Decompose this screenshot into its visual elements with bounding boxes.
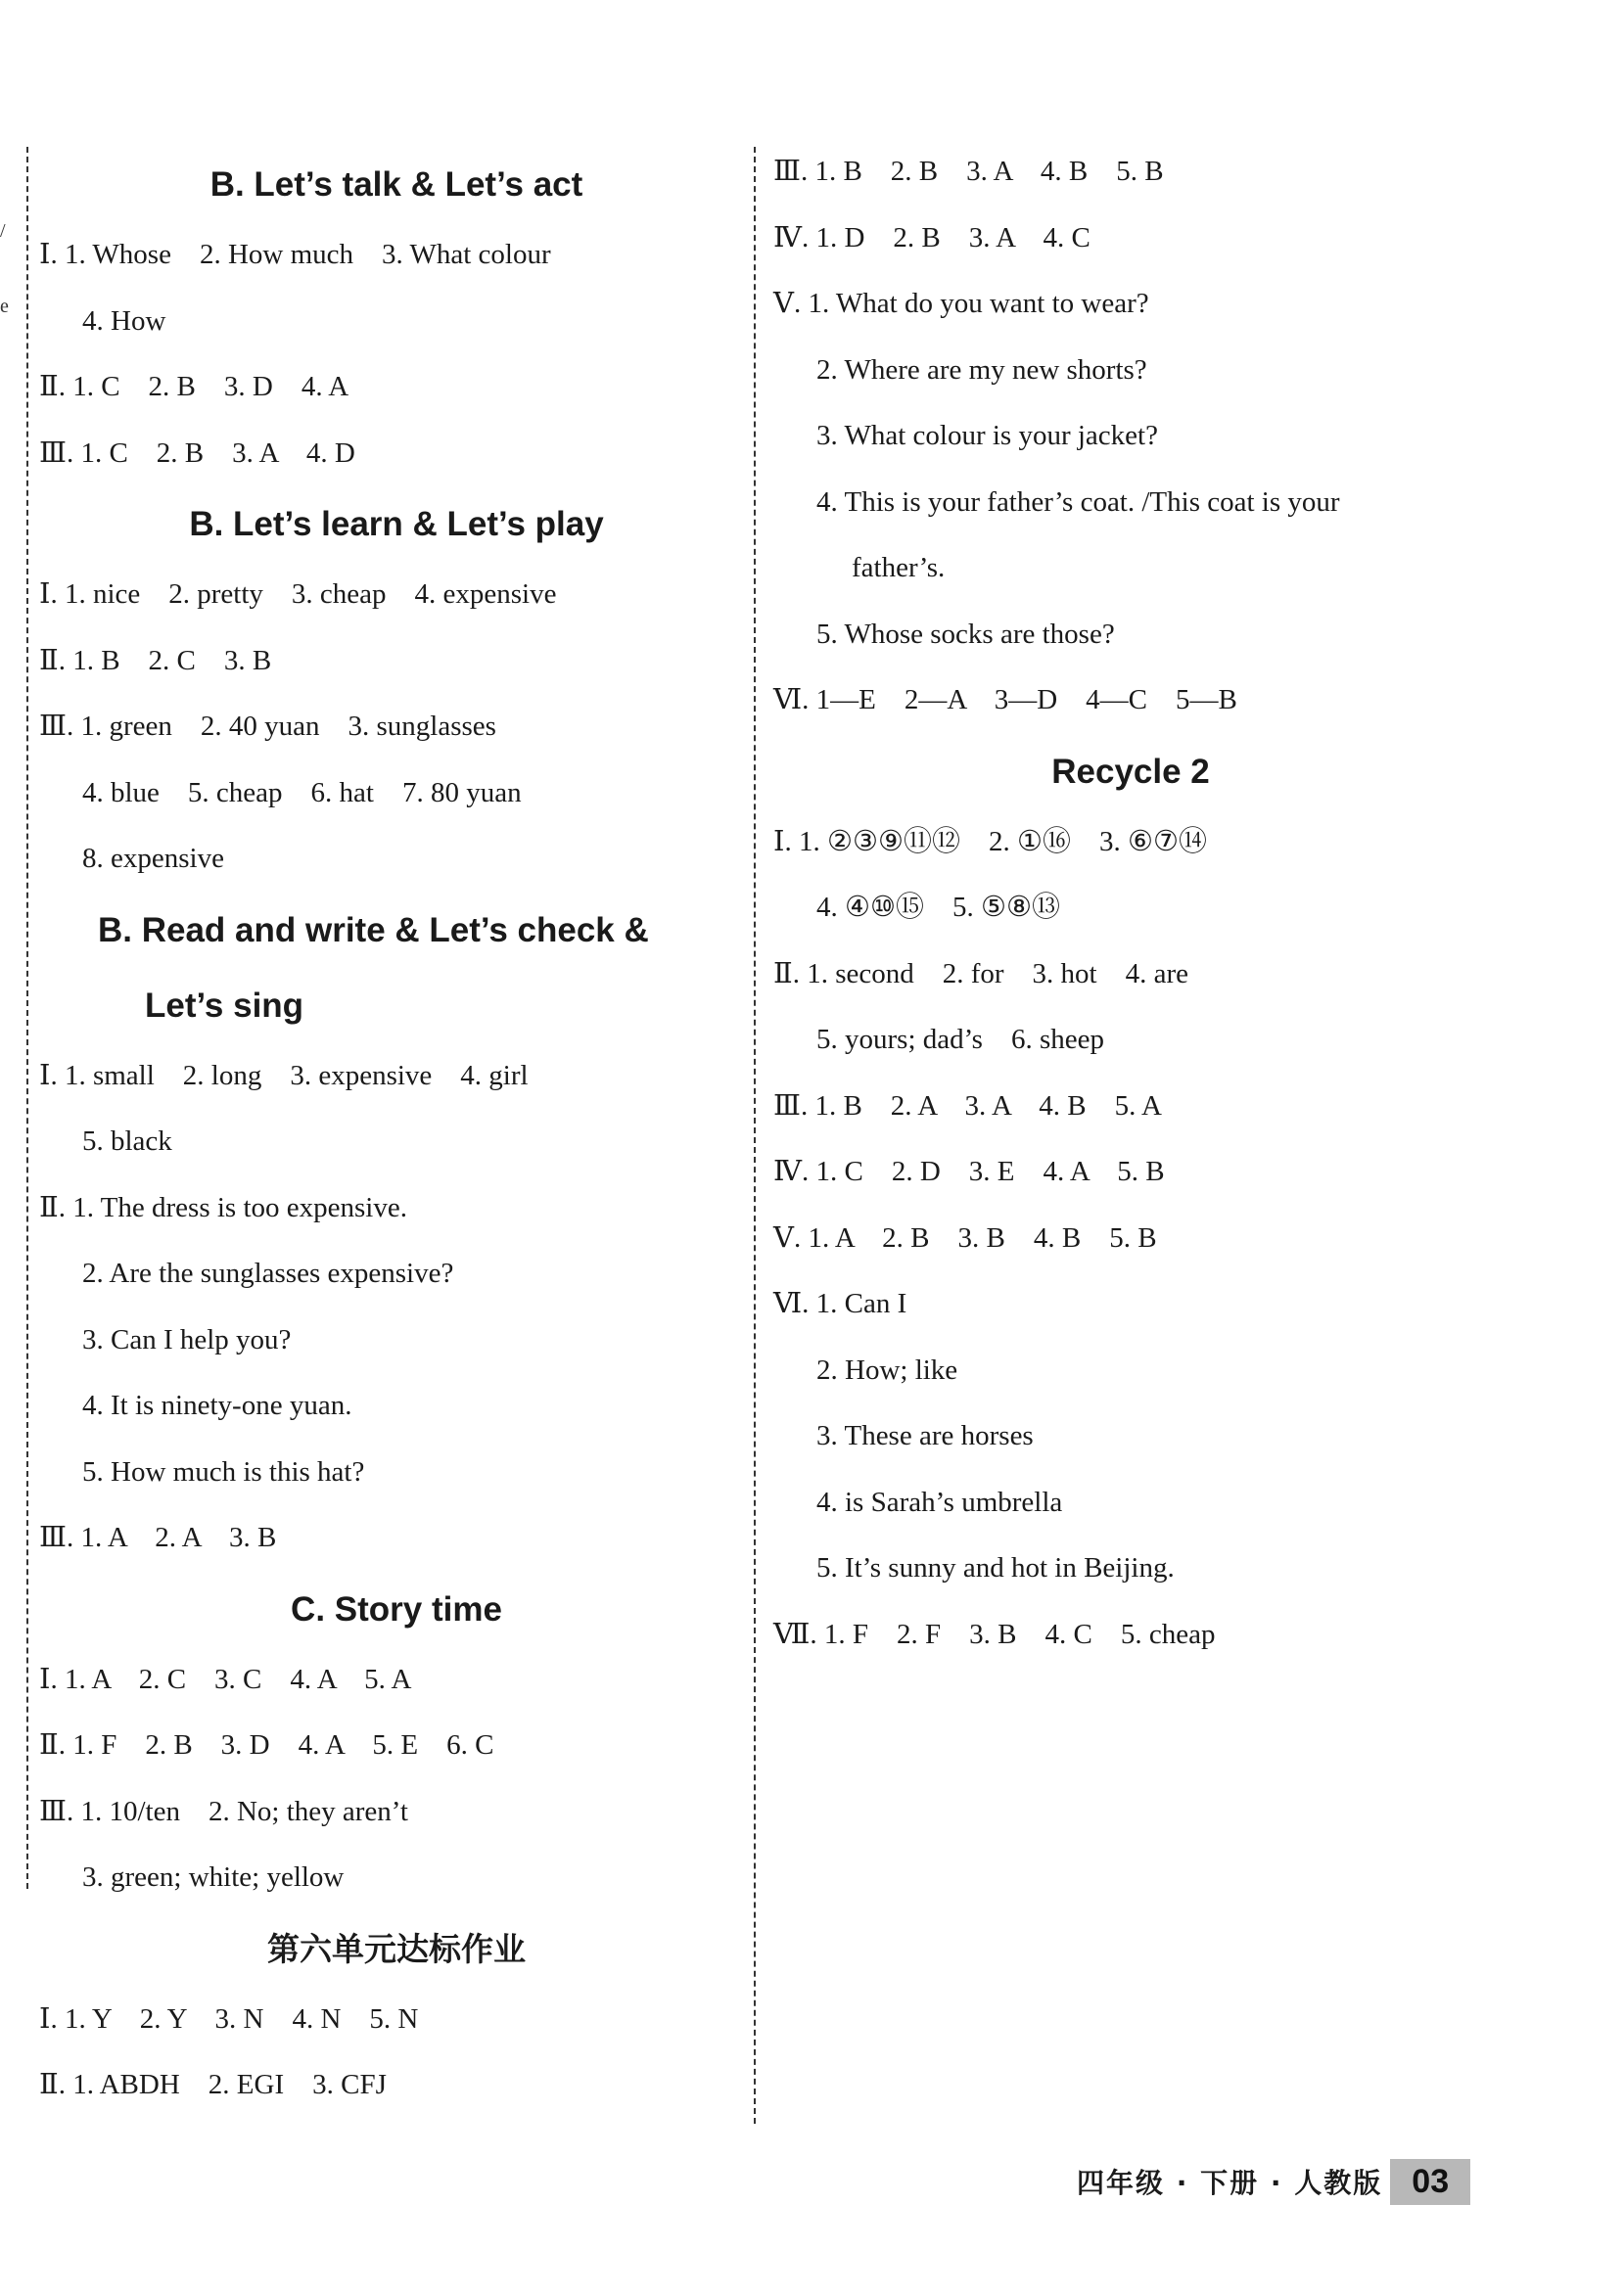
page-number: 03 — [1390, 2159, 1470, 2205]
answer-line: Ⅱ. 1. second 2. for 3. hot 4. are — [773, 957, 1189, 989]
section-heading: Recycle 2 — [1051, 752, 1210, 791]
column-divider — [754, 147, 756, 2124]
answer-line: Ⅰ. 1. Whose 2. How much 3. What colour — [39, 239, 551, 270]
edge-mark: e — [0, 296, 9, 317]
answer-line: Ⅵ. 1—E 2—A 3—D 4—C 5—B — [773, 684, 1237, 715]
answer-line: Ⅰ. 1. A 2. C 3. C 4. A 5. A — [39, 1663, 412, 1695]
answer-line: Ⅲ. 1. B 2. B 3. A 4. B 5. B — [773, 156, 1164, 187]
answer-line: 3. green; white; yellow — [82, 1861, 345, 1893]
answer-line: Ⅲ. 1. B 2. A 3. A 4. B 5. A — [773, 1089, 1162, 1122]
answer-line: 4. ④⑩⑮ 5. ⑤⑧⑬ — [816, 892, 1060, 923]
book-info: 四年级 · 下册 · 人教版 — [1077, 2167, 1383, 2199]
answer-line: 5. Whose socks are those? — [816, 618, 1115, 650]
answer-line: Ⅰ. 1. Y 2. Y 3. N 4. N 5. N — [39, 2002, 419, 2035]
left-margin-divider — [26, 147, 28, 1889]
page-footer — [1077, 2153, 1470, 2210]
section-heading — [39, 893, 754, 1043]
answer-line: Ⅱ. 1. F 2. B 3. D 4. A 5. E 6. C — [39, 1729, 494, 1761]
answer-line: father’s. — [852, 552, 946, 583]
answer-line: 2. Are the sunglasses expensive? — [82, 1258, 454, 1289]
answer-line: 5. How much is this hat? — [82, 1455, 365, 1488]
answer-line: Ⅴ. 1. What do you want to wear? — [773, 288, 1149, 319]
answer-line: Ⅳ. 1. C 2. D 3. E 4. A 5. B — [773, 1156, 1165, 1187]
answer-line: 3. These are horses — [816, 1420, 1034, 1451]
answer-line: 5. It’s sunny and hot in Beijing. — [816, 1552, 1175, 1584]
answer-line: Ⅲ. 1. A 2. A 3. B — [39, 1522, 277, 1553]
answer-line: 4. It is ninety-one yuan. — [82, 1390, 352, 1421]
answer-line: Ⅱ. 1. C 2. B 3. D 4. A — [39, 371, 349, 402]
edge-mark: / — [0, 220, 6, 242]
section-heading: 第六单元达标作业 — [267, 1929, 526, 1968]
answer-line: 5. black — [82, 1125, 172, 1157]
answer-line: Ⅶ. 1. F 2. F 3. B 4. C 5. cheap — [773, 1618, 1216, 1650]
answer-line: Ⅵ. 1. Can I — [773, 1288, 907, 1319]
answer-line: Ⅱ. 1. ABDH 2. EGI 3. CFJ — [39, 2069, 387, 2100]
answer-line: Ⅱ. 1. The dress is too expensive. — [39, 1191, 407, 1223]
answer-line: 2. How; like — [816, 1354, 958, 1386]
answer-line: Ⅰ. 1. ②③⑨⑪⑫ 2. ①⑯ 3. ⑥⑦⑭ — [773, 825, 1207, 857]
answer-line: 2. Where are my new shorts? — [816, 353, 1147, 386]
answer-line: Ⅰ. 1. nice 2. pretty 3. cheap 4. expensive — [39, 578, 557, 610]
answer-line: Ⅲ. 1. green 2. 40 yuan 3. sunglasses — [39, 711, 496, 742]
answer-line: 4. How — [82, 304, 166, 337]
answer-line: Ⅰ. 1. small 2. long 3. expensive 4. girl — [39, 1059, 529, 1091]
answer-line: Ⅲ. 1. C 2. B 3. A 4. D — [39, 436, 355, 469]
answer-line: 5. yours; dad’s 6. sheep — [816, 1024, 1104, 1055]
answer-line: 3. What colour is your jacket? — [816, 420, 1158, 451]
answer-line: 4. is Sarah’s umbrella — [816, 1486, 1063, 1518]
section-heading: B. Let’s talk & Let’s act — [209, 165, 583, 204]
section-heading-line: Let’s sing — [145, 986, 304, 1025]
answer-line: Ⅴ. 1. A 2. B 3. B 4. B 5. B — [773, 1221, 1157, 1254]
left-column — [39, 147, 754, 2119]
section-heading: B. Let’s learn & Let’s play — [189, 505, 604, 543]
answer-line: Ⅲ. 1. 10/ten 2. No; they aren’t — [39, 1795, 408, 1827]
section-heading: C. Story time — [291, 1589, 502, 1629]
answer-line: 3. Can I help you? — [82, 1323, 292, 1355]
answer-line: 4. blue 5. cheap 6. hat 7. 80 yuan — [82, 776, 522, 808]
answer-line: 4. This is your father’s coat. /This coat is your — [816, 485, 1340, 518]
answer-line: Ⅳ. 1. D 2. B 3. A 4. C — [773, 221, 1090, 253]
section-heading-line: B. Read and write & Let’s check & — [98, 910, 649, 949]
answer-line: Ⅱ. 1. B 2. C 3. B — [39, 644, 272, 676]
answer-line: 8. expensive — [82, 843, 224, 874]
right-column — [773, 139, 1488, 1668]
